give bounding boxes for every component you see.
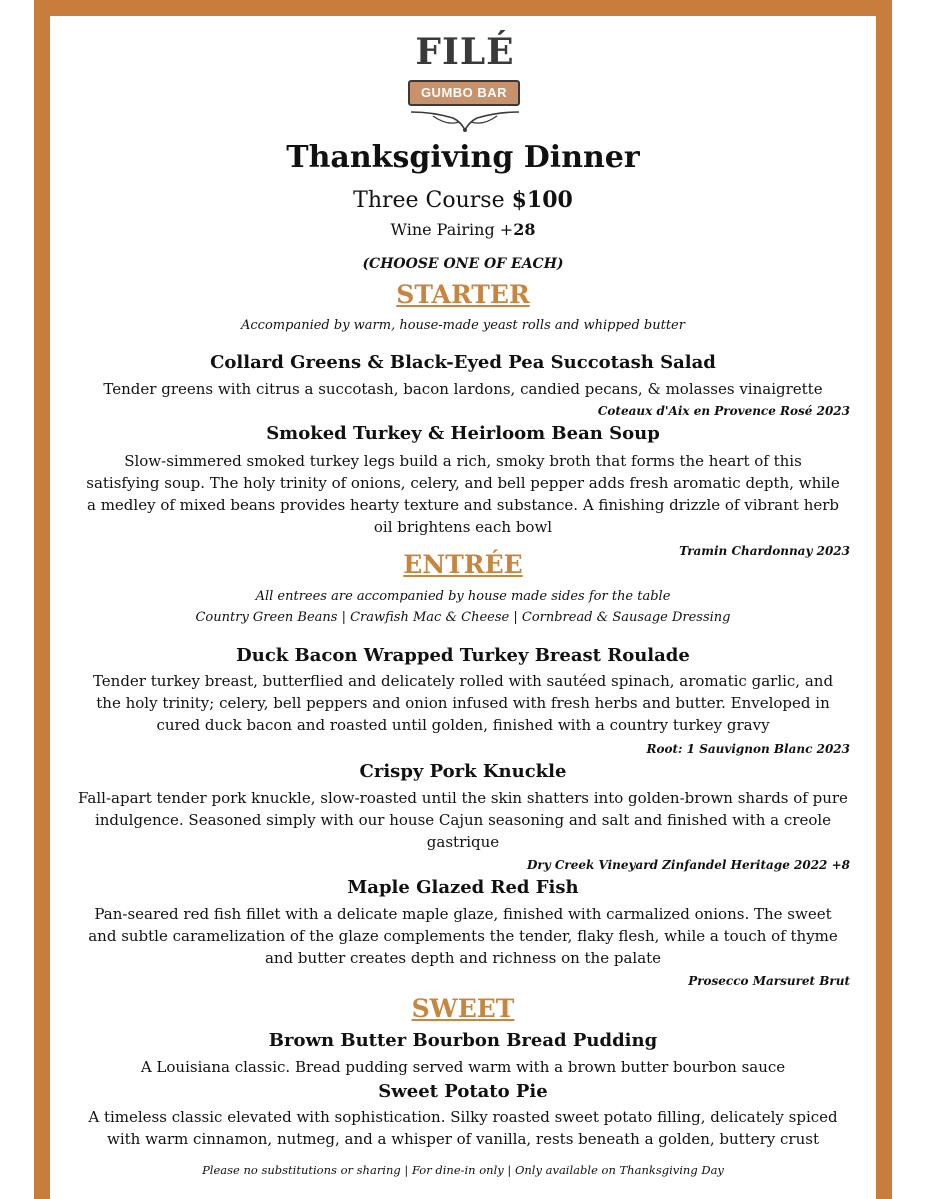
wine-pairing: Prosecco Marsuret Brut <box>688 974 850 988</box>
wine-pairing: Root: 1 Sauvignon Blanc 2023 <box>646 742 850 756</box>
wine-pairing: Dry Creek Vineyard Zinfandel Heritage 2022 +8 <box>527 858 850 872</box>
logo-name: FILÉ <box>415 31 515 73</box>
dish-name: Brown Butter Bourbon Bread Pudding <box>268 1030 658 1051</box>
menu-footer: Please no substitutions or sharing | For dine-in only | Only available on Thanksgiving Day <box>202 1163 724 1177</box>
dish-description: A timeless classic elevated with sophistication. Silky roasted sweet potato filling, delicately spiced with warm cinnamon, nutmeg, and a whisper of vanilla, rests beneath a golden, buttery crust <box>88 1108 838 1148</box>
entree-sides: Country Green Beans | Crawfish Mac & Cheese | Cornbread & Sausage Dressing <box>195 610 731 625</box>
dish-description: Fall-apart tender pork knuckle, slow-roasted until the skin shatters into golden-brown shards of pure indulgence. Seasoned simply with our house Cajun seasoning and salt and finished with a creole gastrique <box>78 789 848 851</box>
dish-description: Slow-simmered smoked turkey legs build a rich, smoky broth that forms the heart of this satisfying soup. The holy trinity of onions, celery, and bell pepper adds fresh aromatic depth, while a medley of mixed beans provides hearty texture and substance. A finishing drizzle of vibrant herb oil brightens each bowl <box>86 452 840 536</box>
logo-band: GUMBO BAR <box>408 80 520 106</box>
section-entree-heading: ENTRÉE <box>403 550 523 579</box>
dish-description: Tender turkey breast, butterflied and delicately rolled with sautéed spinach, aromatic garlic, and the holy trinity; celery, bell peppers and onion infused with fresh herbs and butter. Enveloped in cured duck bacon and roasted until golden, finished with a country turkey gravy <box>92 672 834 734</box>
dish-name: Collard Greens & Black-Eyed Pea Succotash Salad <box>210 352 716 373</box>
dish-description: Tender greens with citrus a succotash, bacon lardons, candied pecans, & molasses vinaigrette <box>103 380 823 398</box>
section-sweet-heading: SWEET <box>411 994 515 1023</box>
dish-description: Pan-seared red fish fillet with a delicate maple glaze, finished with carmalized onions. The sweet and subtle caramelization of the glaze complements the tender, flaky flesh, while a touch of thyme and butter creates depth and richness on the palate <box>88 905 838 967</box>
choose-instruction: (CHOOSE ONE OF EACH) <box>362 256 564 272</box>
course-label: Three Course <box>353 188 505 213</box>
wine-pairing: Coteaux d'Aix en Provence Rosé 2023 <box>597 404 850 418</box>
menu-title: Thanksgiving Dinner <box>286 140 640 175</box>
course-price-line <box>50 186 876 215</box>
logo-ornament-icon <box>403 108 527 134</box>
course-price: $100 <box>511 187 573 213</box>
dish-name: Duck Bacon Wrapped Turkey Breast Roulade <box>236 645 690 666</box>
dish-name: Maple Glazed Red Fish <box>347 877 579 898</box>
wine-price: 28 <box>513 220 536 239</box>
dish-name: Crispy Pork Knuckle <box>359 761 567 782</box>
dish-name: Sweet Potato Pie <box>378 1081 548 1102</box>
section-starter-heading: STARTER <box>396 280 530 309</box>
dish-description: A Louisiana classic. Bread pudding served warm with a brown butter bourbon sauce <box>140 1058 786 1076</box>
wine-pairing: Tramin Chardonnay 2023 <box>679 544 850 558</box>
wine-pairing-line <box>50 219 876 241</box>
starter-note: Accompanied by warm, house-made yeast rolls and whipped butter <box>241 318 685 333</box>
wine-label: Wine Pairing + <box>390 220 514 239</box>
entree-note: All entrees are accompanied by house made sides for the table <box>255 589 671 604</box>
dish-name: Smoked Turkey & Heirloom Bean Soup <box>266 423 660 444</box>
restaurant-logo <box>403 30 527 134</box>
